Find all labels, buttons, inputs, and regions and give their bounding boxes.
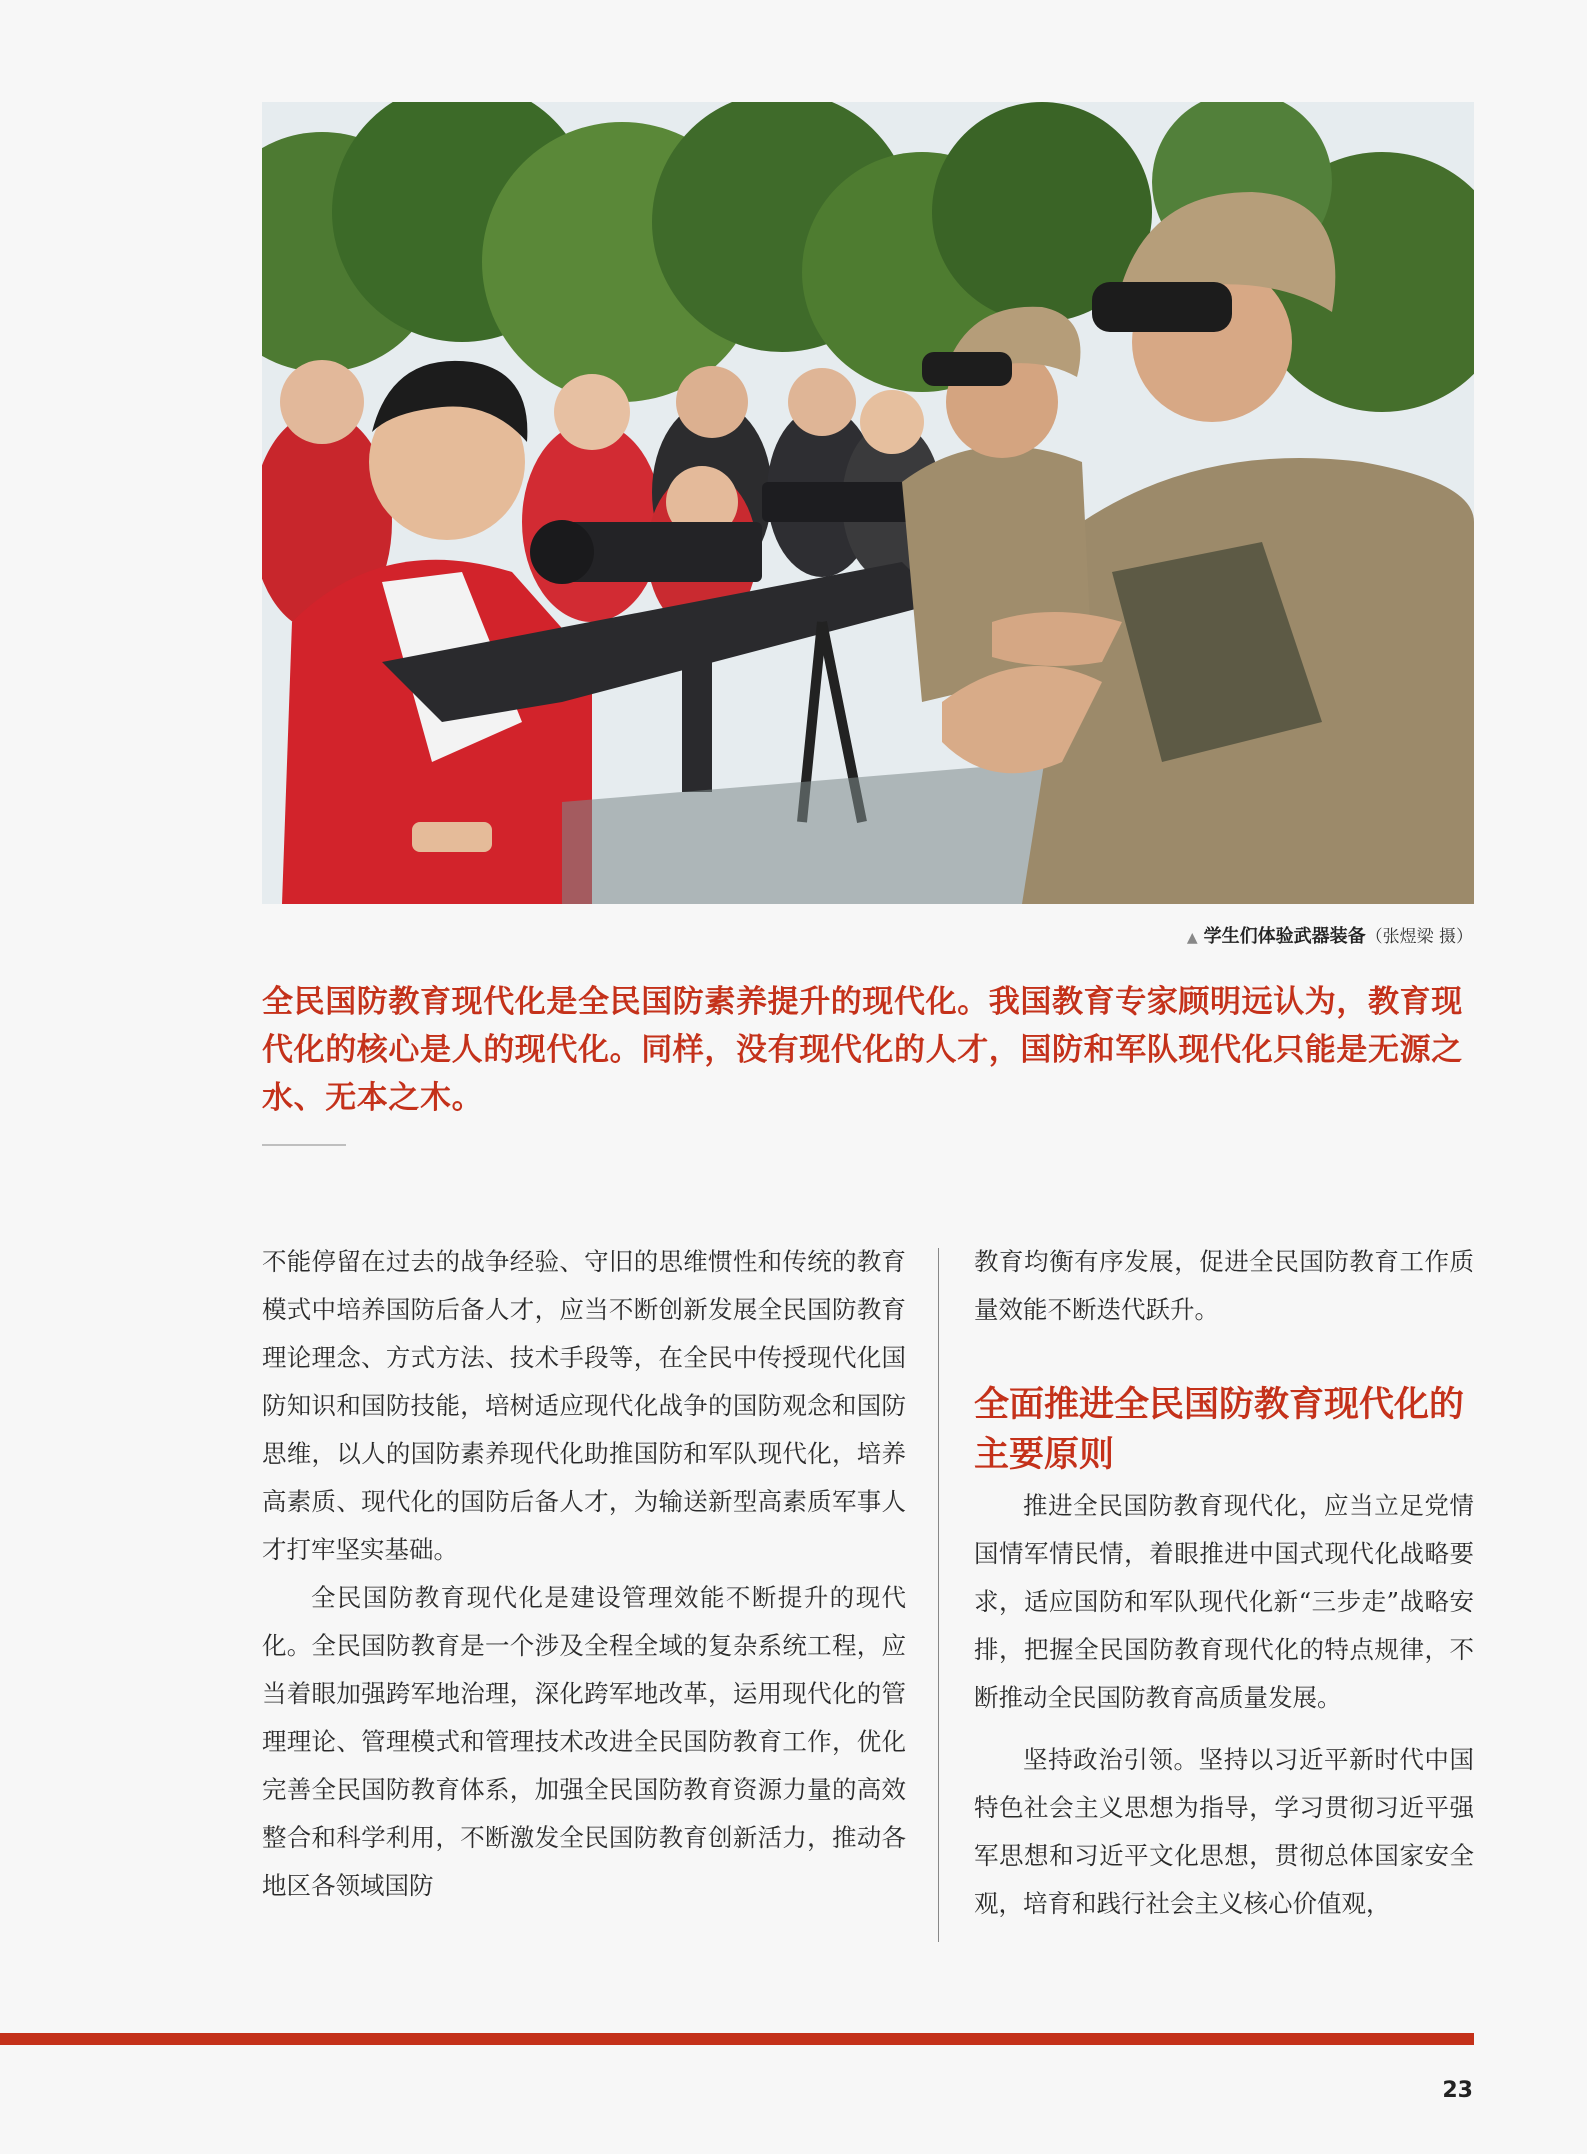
pull-quote-rule	[262, 1144, 346, 1146]
column-divider	[938, 1248, 939, 1942]
left-paragraph-1: 不能停留在过去的战争经验、守旧的思维惯性和传统的教育模式中培养国防后备人才，应当不断创新发展全民国防教育理论理念、方式方法、技术手段等，在全民中传授现代化国防知识和国防技能，培树适应现代化战争的国防观念和国防思维，以人的国防素养现代化助推国防和军队现代化，培养高素质、现代化的国防后备人才，为输送新型高素质军事人才打牢坚实基础。	[262, 1247, 906, 1564]
right-continuation-paragraph: 教育均衡有序发展，促进全民国防教育工作质量效能不断迭代跃升。	[974, 1247, 1474, 1324]
photo-illustration	[262, 102, 1474, 904]
photo-caption	[1187, 922, 1473, 948]
left-column	[262, 1238, 906, 1910]
pull-quote: 全民国防教育现代化是全民国防素养提升的现代化。我国教育专家顾明远认为，教育现代化的核心是人的现代化。同样，没有现代化的人才，国防和军队现代化只能是无源之水、无本之木。	[262, 984, 1463, 1116]
page-number: 23	[1442, 2078, 1473, 2103]
caption-text: 学生们体验武器装备	[1203, 926, 1366, 947]
caption-credit: （张煜梁 摄）	[1365, 927, 1473, 947]
right-paragraph-2: 坚持政治引领。坚持以习近平新时代中国特色社会主义思想为指导，学习贯彻习近平强军思想和习近平文化思想，贯彻总体国家安全观，培育和践行社会主义核心价值观，	[974, 1745, 1474, 1918]
right-paragraph-1: 推进全民国防教育现代化，应当立足党情国情军情民情，着眼推进中国式现代化战略要求，适应国防和军队现代化新“三步走”战略安排，把握全民国防教育现代化的特点规律，不断推动全民国防教育高质量发展。	[974, 1491, 1474, 1712]
right-column	[974, 1238, 1474, 1928]
caption-marker-icon: ▲	[1186, 930, 1198, 946]
section-heading: 全面推进全民国防教育现代化的主要原则	[974, 1385, 1465, 1475]
article-photo	[262, 102, 1474, 904]
left-paragraph-2: 全民国防教育现代化是建设管理效能不断提升的现代化。全民国防教育是一个涉及全程全域的复杂系统工程，应当着眼加强跨军地治理，深化跨军地改革，运用现代化的管理理论、管理模式和管理技术改进全民国防教育工作，优化完善全民国防教育体系，加强全民国防教育资源力量的高效整合和科学利用，不断激发全民国防教育创新活力，推动各地区各领域国防	[262, 1583, 906, 1900]
footer-accent-bar	[0, 2033, 1474, 2045]
